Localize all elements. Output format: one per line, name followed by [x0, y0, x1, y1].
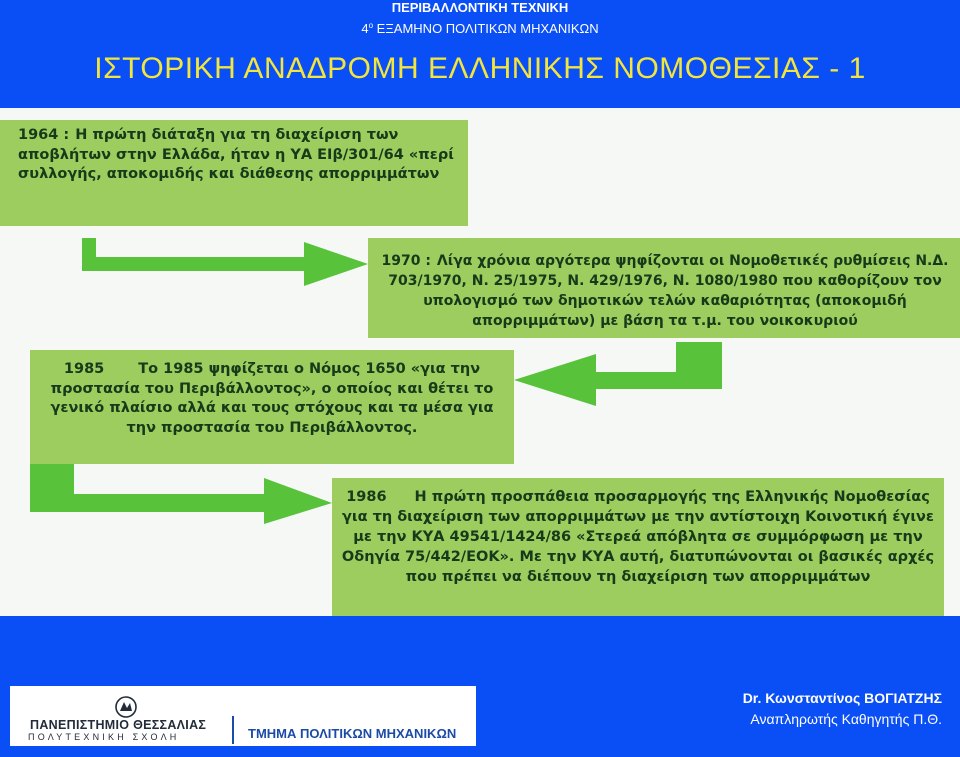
timeline-box-1970 — [368, 238, 960, 338]
timeline-text: Το 1985 ψηφίζεται ο Νόμος 1650 «για την προστασία του Περιβάλλοντος», ο οποίος και θέτει το γενικό πλαίσιο αλλά και τους στόχους και τα μέσα για την προστασία του Περιβάλλοντος. — [50, 361, 494, 436]
timeline-year: 1985 — [63, 361, 105, 377]
timeline-year: 1986 — [346, 489, 387, 505]
timeline-year: 1964 : — [18, 127, 70, 143]
timeline-year: 1970 : — [381, 253, 431, 269]
department-name: ΤΜΗΜΑ ΠΟΛΙΤΙΚΩΝ ΜΗΧΑΝΙΚΩΝ — [248, 726, 457, 741]
slide-header — [0, 0, 960, 108]
author-block — [743, 688, 942, 730]
logo-divider — [232, 716, 234, 744]
arrow-right-icon — [82, 238, 368, 288]
arrow-right-icon — [30, 464, 332, 524]
timeline-box-1964 — [0, 120, 468, 226]
timeline-text: Η πρώτη προσπάθεια προσαρμογής της Ελληνικής Νομοθεσίας για τη διαχείριση των απορριμμάτων με την αντίστοιχη Κοινοτική έγινε με την ΚΥΑ 49541/1424/86 «Στερεά απόβλητα σε συμμόρφωση με την Οδηγία 75/442/ΕΟΚ». Με την ΚΥΑ αυτή, διατυπώνονται οι βασικές αρχές που πρέπει να διέπουν τη διαχείριση των απορριμμάτων — [341, 489, 935, 585]
slide-footer — [0, 676, 960, 757]
slide-title: ΙΣΤΟΡΙΚΗ ΑΝΑΔΡΟΜΗ ΕΛΛΗΝΙΚΗΣ ΝΟΜΟΘΕΣΙΑΣ - 1 — [94, 52, 866, 85]
semester-text: ΕΞΑΜΗΝΟ ΠΟΛΙΤΙΚΩΝ ΜΗΧΑΝΙΚΩΝ — [376, 21, 599, 36]
university-name: ΠΑΝΕΠΙΣΤΗΜΙΟ ΘΕΣΣΑΛΙΑΣ — [30, 718, 207, 732]
timeline-area — [0, 108, 960, 616]
semester-line — [0, 18, 960, 37]
course-name: ΠΕΡΙΒΑΛΛΟΝΤΙΚΗ ΤΕΧΝΙΚΗ — [391, 0, 569, 15]
timeline-text: Η πρώτη διάταξη για τη διαχείριση των αποβλήτων στην Ελλάδα, ήταν η ΥΑ ΕΙβ/301/64 «περί συλλογής, αποκομιδής και διάθεσης απορριμμάτων — [18, 127, 454, 182]
timeline-box-1986 — [332, 478, 944, 616]
author-name: Dr. Κωνσταντίνος ΒΟΓΙΑΤΖΗΣ — [742, 690, 942, 706]
arrow-left-icon — [514, 342, 722, 410]
school-name: ΠΟΛΥΤΕΧΝΙΚΗ ΣΧΟΛΗ — [28, 732, 180, 742]
semester-ordinal: ο — [368, 21, 374, 30]
university-emblem-icon — [114, 696, 138, 718]
semester-number: 4 — [361, 21, 369, 36]
university-logo-banner — [10, 686, 476, 746]
author-title: Αναπληρωτής Καθηγητής Π.Θ. — [750, 711, 942, 727]
timeline-text: Λίγα χρόνια αργότερα ψηφίζονται οι Νομοθετικές ρυθμίσεις Ν.Δ. 703/1970, Ν. 25/1975, Ν. 429/1976, Ν. 1080/1980 που καθορίζουν τον υπολογισμό των δημοτικών τελών καθαριότητας (αποκομιδή απορριμμάτων) με βάση τα τ.μ. του νοικοκυριού — [388, 253, 949, 329]
timeline-box-1985 — [30, 350, 514, 464]
